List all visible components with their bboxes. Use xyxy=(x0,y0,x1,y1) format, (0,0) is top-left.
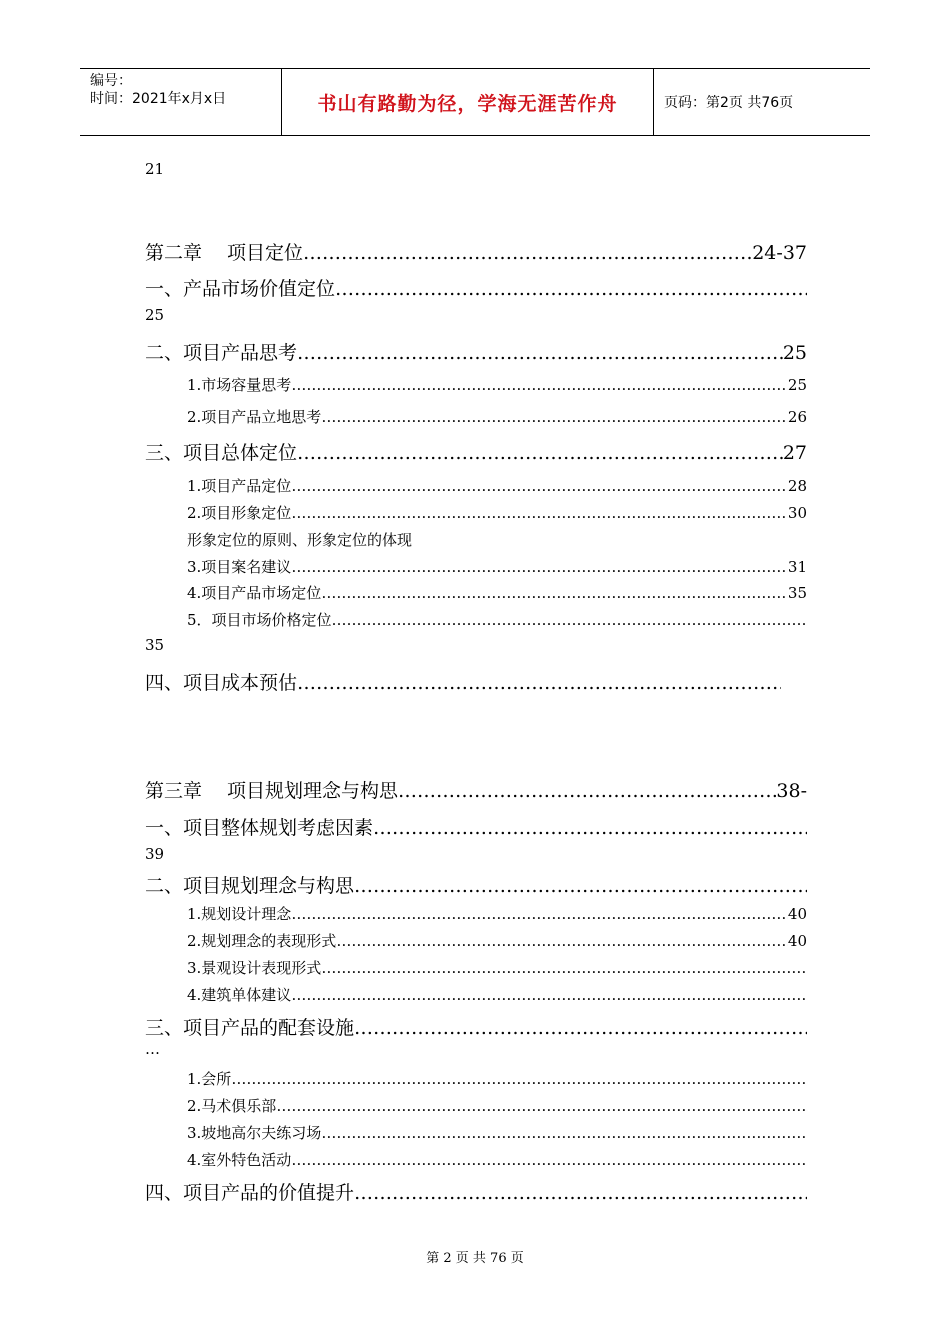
toc-leader xyxy=(291,558,788,576)
toc-entry-page: 30 xyxy=(787,504,807,522)
toc-leader xyxy=(291,376,788,394)
toc-leader xyxy=(291,1151,807,1169)
toc-entry-title: 3.景观设计表现形式 xyxy=(187,959,322,977)
toc-entry-title: 2.项目形象定位 xyxy=(187,504,292,522)
toc-leader xyxy=(354,875,807,897)
toc-entry-title: 4.建筑单体建议 xyxy=(187,986,292,1004)
toc-entry[interactable] xyxy=(187,475,807,496)
toc-entry[interactable] xyxy=(187,1095,807,1116)
toc-leader xyxy=(321,959,807,977)
toc-entry-title: 二、项目产品思考 xyxy=(145,342,298,364)
toc-leader xyxy=(321,1124,807,1142)
header-motto: 书山有路勤为径，学海无涯苦作舟 xyxy=(282,69,654,135)
toc-entry-page: 26 xyxy=(787,408,807,426)
toc-entry[interactable] xyxy=(187,1122,807,1143)
toc-leader xyxy=(336,932,788,950)
toc-entry[interactable] xyxy=(187,582,807,603)
toc-entry-title: 二、项目规划理念与构思 xyxy=(145,875,355,897)
toc-entry-title: 三、项目总体定位 xyxy=(145,442,298,464)
toc-entry[interactable] xyxy=(145,438,807,465)
header-meta xyxy=(80,69,282,135)
toc-entry[interactable] xyxy=(145,338,807,365)
toc-continuation-number: 21 xyxy=(145,160,165,178)
toc-entry[interactable] xyxy=(187,1068,807,1089)
toc-entry[interactable] xyxy=(145,776,807,803)
toc-entry-page: 31 xyxy=(787,558,807,576)
toc-entry[interactable] xyxy=(145,813,807,840)
toc-entry-title: 一、项目整体规划考虑因素 xyxy=(145,817,374,839)
toc-leader xyxy=(354,1182,807,1204)
toc-entry-page: 27 xyxy=(782,442,807,464)
toc-entry-page: 39 xyxy=(145,845,165,863)
toc-entry[interactable] xyxy=(187,609,807,630)
toc-leader xyxy=(297,672,781,694)
toc-entry-page: 35 xyxy=(145,636,165,654)
toc-entry-page: 24-37 xyxy=(752,242,807,264)
toc-entry-title: 3.项目案名建议 xyxy=(187,558,292,576)
toc-leader xyxy=(335,278,807,300)
toc-entry[interactable] xyxy=(187,556,807,577)
toc-entry[interactable] xyxy=(187,406,807,427)
toc-entry[interactable] xyxy=(187,1149,807,1170)
toc-leader-continuation: … xyxy=(145,1040,160,1058)
toc-leader xyxy=(303,242,752,264)
toc-entry-page: 40 xyxy=(787,932,807,950)
page-header xyxy=(80,68,870,136)
toc-entry-title: 4.项目产品市场定位 xyxy=(187,584,322,602)
toc-entry-title: 第二章 项目定位 xyxy=(145,242,304,264)
toc-entry-title: 1.规划设计理念 xyxy=(187,905,292,923)
toc-leader xyxy=(291,477,788,495)
toc-leader xyxy=(231,1070,807,1088)
toc-entry-title: 第三章 项目规划理念与构思 xyxy=(145,780,399,802)
toc-entry-title: 1.市场容量思考 xyxy=(187,376,292,394)
toc-entry-page: 25 xyxy=(145,306,165,324)
toc-entry[interactable] xyxy=(145,871,807,898)
toc-entry-title: 2.规划理念的表现形式 xyxy=(187,932,337,950)
toc-leader xyxy=(297,342,783,364)
toc-leader xyxy=(291,905,788,923)
toc-note: 形象定位的原则、形象定位的体现 xyxy=(187,531,413,549)
toc-entry-title: 2.项目产品立地思考 xyxy=(187,408,322,426)
toc-entry-title: 三、项目产品的配套设施 xyxy=(145,1017,355,1039)
toc-leader xyxy=(354,1017,807,1039)
toc-entry-title: 5．项目市场价格定位 xyxy=(187,611,332,629)
toc-leader xyxy=(321,408,788,426)
toc-entry[interactable] xyxy=(187,957,807,978)
toc-entry-title: 四、项目成本预估 xyxy=(145,672,298,694)
toc-entry[interactable] xyxy=(187,502,807,523)
toc-entry[interactable] xyxy=(145,668,781,695)
toc-entry-title: 2.马术俱乐部 xyxy=(187,1097,277,1115)
page-footer: 第 2 页 共 76 页 xyxy=(426,1251,524,1266)
toc-entry-page: 25 xyxy=(782,342,807,364)
toc-leader xyxy=(398,780,776,802)
toc-leader xyxy=(321,584,788,602)
toc-entry-page: 35 xyxy=(787,584,807,602)
toc-leader xyxy=(291,986,807,1004)
toc-entry-title: 4.室外特色活动 xyxy=(187,1151,292,1169)
toc-entry[interactable] xyxy=(145,274,807,301)
toc-entry-title: 3.坡地高尔夫练习场 xyxy=(187,1124,322,1142)
toc-entry-page: 28 xyxy=(787,477,807,495)
toc-leader xyxy=(373,817,807,839)
toc-entry[interactable] xyxy=(145,1178,807,1205)
toc-entry-page: 40 xyxy=(787,905,807,923)
toc-entry-page: 38- xyxy=(776,780,807,802)
number-label: 编号： xyxy=(90,73,132,89)
toc-leader xyxy=(332,611,807,629)
toc-entry-title: 一、产品市场价值定位 xyxy=(145,278,336,300)
toc-entry[interactable] xyxy=(187,930,807,951)
toc-entry-title: 1.会所 xyxy=(187,1070,232,1088)
toc-entry-title: 1.项目产品定位 xyxy=(187,477,292,495)
toc-leader xyxy=(297,442,783,464)
toc-entry[interactable] xyxy=(187,374,807,395)
toc-entry[interactable] xyxy=(145,1013,807,1040)
toc-entry-page: 25 xyxy=(787,376,807,394)
toc-entry[interactable] xyxy=(145,238,807,265)
toc-entry[interactable] xyxy=(187,984,807,1005)
date-label: 时间：2021年x月x日 xyxy=(90,91,227,107)
toc-leader xyxy=(276,1097,807,1115)
header-page-label: 页码：第2页 共76页 xyxy=(664,95,794,111)
toc-entry[interactable] xyxy=(187,903,807,924)
toc-entry-title: 四、项目产品的价值提升 xyxy=(145,1182,355,1204)
toc-leader xyxy=(291,504,788,522)
